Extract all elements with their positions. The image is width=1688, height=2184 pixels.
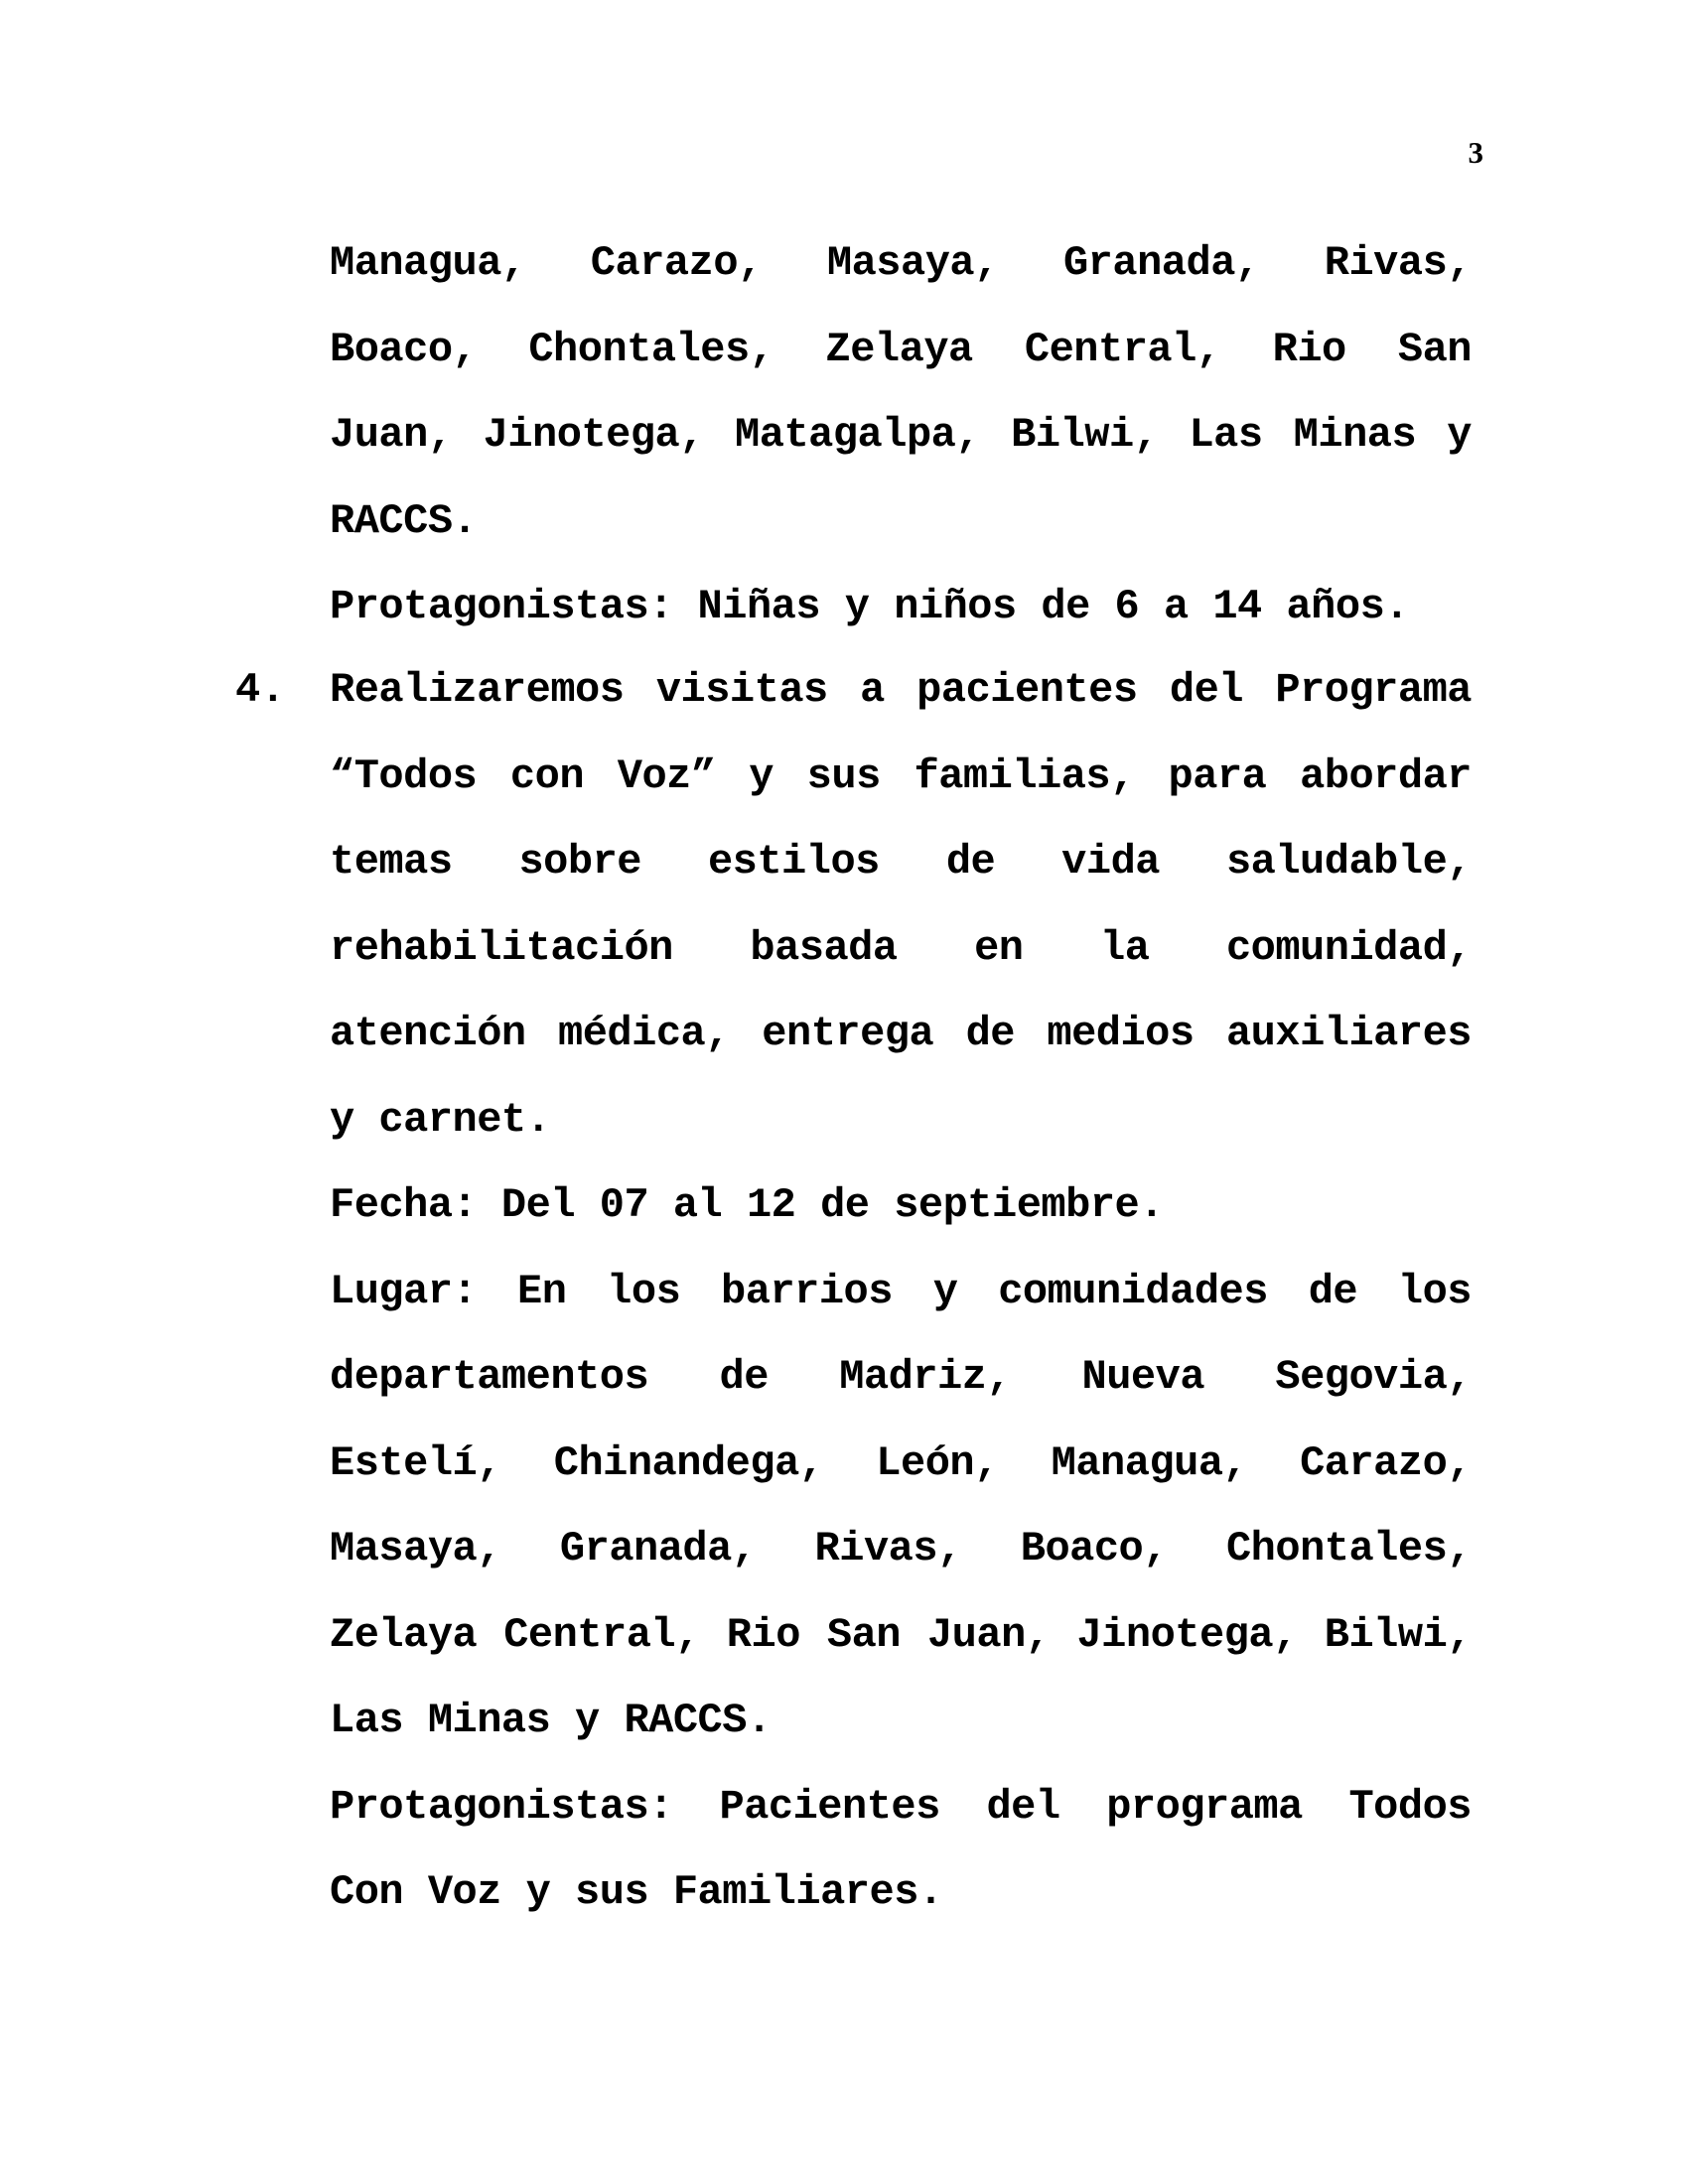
protagonists-line: Protagonistas: Niñas y niños de 6 a 14 años.: [330, 583, 1409, 630]
item-protagonists: Protagonistas: Pacientes del programa Todos Con Voz y sus Familiares.: [330, 1782, 1472, 1916]
item-description: Realizaremos visitas a pacientes del Programa “Todos con Voz” y sus familias, para abordar temas sobre estilos de vida saludable, rehabilitación basada en la comunidad, atención médica, entrega de medios auxiliares y carnet.: [330, 666, 1472, 1144]
continuation-block: [330, 220, 1472, 650]
places-paragraph: Managua, Carazo, Masaya, Granada, Rivas, Boaco, Chontales, Zelaya Central, Rio San Juan, Jinotega, Matagalpa, Bilwi, Las Minas y RACCS.: [330, 239, 1472, 545]
list-item-4: [330, 647, 1472, 1936]
item-place: Lugar: En los barrios y comunidades de los departamentos de Madriz, Nueva Segovia, Estelí, Chinandega, León, Managua, Carazo, Masaya, Granada, Rivas, Boaco, Chontales, Zelaya Central, Rio San Juan, Jinotega, Bilwi, Las Minas y RACCS.: [330, 1267, 1472, 1744]
list-item-number: 4.: [235, 666, 286, 714]
page-number: 3: [1468, 135, 1483, 170]
item-date: Fecha: Del 07 al 12 de septiembre.: [330, 1181, 1164, 1229]
